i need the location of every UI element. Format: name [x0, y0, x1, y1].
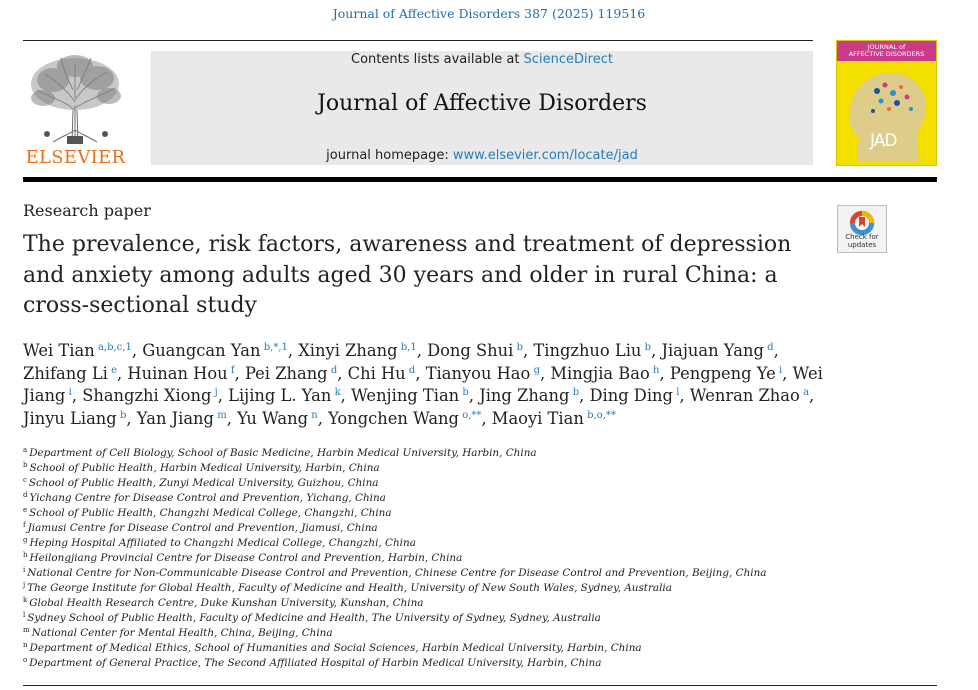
- affiliation-key: m: [23, 626, 30, 634]
- publisher-name: ELSEVIER: [25, 147, 126, 168]
- author-affiliation-marker[interactable]: d: [330, 364, 338, 376]
- affiliation-key: n: [23, 641, 28, 649]
- author-name[interactable]: [351, 386, 469, 405]
- author-name-text: Wenjing Tian: [351, 386, 460, 405]
- author-affiliation-marker[interactable]: d: [767, 342, 774, 353]
- author-name[interactable]: [23, 364, 117, 383]
- author-affiliation-marker[interactable]: m: [217, 409, 227, 421]
- author-name[interactable]: [426, 364, 540, 383]
- affiliation-text: Jiamusi Centre for Disease Control and Prevention, Jiamusi, China: [27, 522, 378, 534]
- author-name[interactable]: [479, 386, 579, 405]
- crossmark-line1: Check for: [845, 233, 879, 241]
- journal-cover[interactable]: [836, 40, 937, 166]
- author-name[interactable]: [661, 341, 773, 360]
- article-type: Research paper: [23, 201, 151, 220]
- author-name[interactable]: [23, 341, 132, 360]
- affiliation-text: Sydney School of Public Health, Faculty of Medicine and Health, The University of Sydney, Sydney, Australia: [27, 612, 601, 624]
- crossmark-label: [838, 234, 886, 249]
- affiliation-item: [23, 596, 823, 611]
- elsevier-logo[interactable]: [23, 50, 128, 168]
- affiliation-key: j: [23, 581, 26, 589]
- affiliation-item: [23, 581, 823, 596]
- affiliation-text: Department of Medical Ethics, School of Humanities and Social Sciences, Harbin Medical University, Harbin, China: [29, 642, 642, 654]
- affiliation-item: [23, 446, 823, 461]
- author-name-text: Tianyou Hao: [425, 363, 531, 383]
- author-name-text: Xinyi Zhang: [298, 341, 398, 360]
- author-name-text: Zhifang Li: [23, 363, 108, 383]
- author-name[interactable]: [228, 386, 341, 405]
- author-affiliation-marker[interactable]: h: [653, 364, 660, 376]
- author-affiliation-marker[interactable]: g: [533, 364, 540, 376]
- author-name-text: Jiajuan Yang: [661, 341, 764, 360]
- affiliation-text: National Centre for Non-Communicable Disease Control and Prevention, Chinese Centre for Disease Control and Prevention, Beijing, China: [27, 567, 767, 579]
- affiliation-key: b: [23, 461, 28, 469]
- author-name[interactable]: [23, 409, 126, 428]
- author-affiliation-marker[interactable]: b,*,1: [263, 342, 288, 353]
- affiliation-list: [23, 446, 823, 671]
- author-name[interactable]: [137, 409, 227, 428]
- cover-title-line1: JOURNAL of: [867, 43, 906, 51]
- author-list: Wei Tian $^{a,b,c,1}$, Guangcan Yan $^{b,*,1}$, Xinyi Zhang $^{b,1}$, Dong Shui $^b$, Tingzhuo Liu $^b$, Jiajuan Yang $^d$, Zhifang Li $^e$, Huinan Hou $^f$, Pei Zhang $^d$, Chi Hu $^d$, Tianyou Hao $^g$, Mingjia Bao $^h$, Pengpeng Ye $^i$, Wei Jiang $^i$, Shangzhi Xiong $^j$, Lijing L. Yan $^k$, Wenjing Tian $^b$, Jing Zhang $^b$, Ding Ding $^l$, Wenran Zhao $^a$, Jinyu Liang $^b$, Yan Jiang $^m$, Yu Wang $^n$, Yongchen Wang $^{o,**}$, Maoyi Tian $^{b,o,**}$: [23, 341, 823, 428]
- affiliation-text: School of Public Health, Changzhi Medical College, Changzhi, China: [29, 507, 392, 519]
- article-title: The prevalence, risk factors, awareness and treatment of depression and anxiety among adults aged 30 years and older in rural China: a cross-sectional study: [23, 232, 792, 318]
- affiliation-text: Department of Cell Biology, School of Basic Medicine, Harbin Medical University, Harbin, China: [29, 447, 537, 459]
- affiliation-text: Yichang Centre for Disease Control and Prevention, Yichang, China: [29, 492, 386, 504]
- affiliation-item: [23, 536, 823, 551]
- affiliation-key: a: [23, 446, 28, 454]
- author-name[interactable]: [127, 364, 234, 383]
- affiliation-item: [23, 656, 823, 671]
- author-affiliation-marker[interactable]: b,o,**: [587, 409, 616, 421]
- tree-logo-icon: [23, 50, 128, 146]
- affiliation-text: Department of General Practice, The Second Affiliated Hospital of Harbin Medical University, Harbin, China: [29, 657, 602, 669]
- affiliation-item: [23, 461, 823, 476]
- affiliation-key: c: [23, 476, 27, 484]
- journal-homepage: [151, 148, 813, 163]
- affiliation-text: National Center for Mental Health, China, Beijing, China: [31, 627, 333, 639]
- affiliation-key: i: [23, 566, 26, 574]
- author-name-text: Pei Zhang: [244, 363, 328, 383]
- author-name-text: Wei Jiang: [23, 363, 823, 405]
- author-name[interactable]: [348, 364, 416, 383]
- author-affiliation-marker[interactable]: f: [230, 364, 235, 376]
- affiliation-text: School of Public Health, Harbin Medical University, Harbin, China: [29, 462, 380, 474]
- affiliation-text: The George Institute for Global Health, Faculty of Medicine and Health, University of New South Wales, Sydney, Australia: [27, 582, 672, 594]
- affiliation-key: f: [23, 521, 26, 529]
- affiliation-item: [23, 521, 823, 536]
- author-affiliation-marker[interactable]: n: [311, 409, 318, 421]
- author-name-text: Jinyu Liang: [23, 408, 117, 428]
- author-name[interactable]: [427, 341, 523, 360]
- author-affiliation-marker[interactable]: b: [516, 342, 524, 353]
- homepage-prefix: journal homepage:: [326, 148, 449, 163]
- affiliation-key: e: [23, 506, 28, 514]
- homepage-link[interactable]: www.elsevier.com/locate/jad: [452, 148, 638, 163]
- affiliation-item: [23, 611, 823, 626]
- author-name[interactable]: [492, 409, 616, 428]
- author-name[interactable]: [298, 341, 417, 360]
- affiliation-item: [23, 476, 823, 491]
- affiliation-item: [23, 506, 823, 521]
- author-affiliation-marker[interactable]: b: [572, 387, 580, 398]
- affiliation-text: Heilongjiang Provincial Centre for Disease Control and Prevention, Harbin, China: [29, 552, 463, 564]
- header-thick-rule: [23, 177, 937, 182]
- affiliation-text: Heping Hospital Affiliated to Changzhi Medical College, Changzhi, China: [29, 537, 416, 549]
- author-affiliation-marker[interactable]: i: [778, 364, 783, 376]
- author-name[interactable]: [533, 341, 651, 360]
- author-affiliation-marker[interactable]: b: [462, 387, 469, 398]
- header-rule: [23, 40, 813, 41]
- author-affiliation-marker[interactable]: l: [676, 387, 680, 398]
- author-name[interactable]: [142, 341, 288, 360]
- author-name[interactable]: [589, 386, 679, 405]
- affiliation-text: Global Health Research Centre, Duke Kunshan University, Kunshan, China: [29, 597, 424, 609]
- affiliation-item: [23, 641, 823, 656]
- affiliation-key: d: [23, 491, 28, 499]
- author-name-text: Guangcan Yan: [142, 341, 261, 360]
- author-name-text: Yongchen Wang: [328, 408, 459, 428]
- author-affiliation-marker[interactable]: b,1: [400, 342, 417, 353]
- author-name-text: Maoyi Tian: [491, 408, 584, 428]
- author-affiliation-marker[interactable]: i: [68, 387, 72, 398]
- author-affiliation-marker[interactable]: k: [334, 387, 341, 398]
- affiliation-key: h: [23, 551, 28, 559]
- author-affiliation-marker[interactable]: a: [803, 387, 810, 398]
- author-name[interactable]: [550, 364, 659, 383]
- author-name[interactable]: [690, 386, 809, 405]
- cover-title-line2: AFFECTIVE DISORDERS: [848, 50, 925, 58]
- journal-title: Journal of Affective Disorders: [317, 91, 647, 116]
- author-name[interactable]: [328, 409, 481, 428]
- cover-abbrev: JAD: [870, 131, 897, 151]
- affiliation-key: k: [23, 596, 28, 604]
- affiliation-item: [23, 551, 823, 566]
- affiliation-key: g: [23, 536, 28, 544]
- author-affiliation-marker[interactable]: b: [644, 342, 652, 353]
- author-name-text: Wei Tian: [23, 341, 95, 360]
- author-name-text: Mingjia Bao: [550, 363, 650, 383]
- affiliation-key: o: [23, 656, 28, 664]
- author-name[interactable]: [237, 409, 318, 428]
- journal-citation[interactable]: Journal of Affective Disorders 387 (2025) 119516: [332, 6, 646, 21]
- affiliation-item: [23, 491, 823, 506]
- affiliation-text: School of Public Health, Zunyi Medical University, Guizhou, China: [28, 477, 379, 489]
- author-name-text: Tingzhuo Liu: [533, 341, 642, 360]
- author-name[interactable]: [245, 364, 337, 383]
- author-affiliation-marker[interactable]: b: [119, 409, 127, 421]
- footer-rule: [23, 685, 937, 686]
- author-name-text: Lijing L. Yan: [228, 386, 332, 405]
- author-affiliation-marker[interactable]: a,b,c,1: [97, 342, 132, 353]
- crossmark-line2: updates: [847, 240, 877, 249]
- author-affiliation-marker[interactable]: o,**: [462, 409, 482, 421]
- author-name[interactable]: [82, 386, 218, 405]
- author-name-text: Huinan Hou: [127, 363, 228, 383]
- author-name-text: Dong Shui: [427, 341, 514, 360]
- affiliation-key: l: [23, 611, 26, 619]
- author-name-text: Yan Jiang: [136, 408, 214, 428]
- affiliation-item: [23, 566, 823, 581]
- author-affiliation-marker[interactable]: d: [408, 364, 416, 376]
- affiliation-item: [23, 626, 823, 641]
- author-name-text: Jing Zhang: [479, 386, 570, 405]
- author-name-text: Shangzhi Xiong: [82, 386, 212, 405]
- check-for-updates-button[interactable]: [837, 205, 887, 253]
- journal-banner: [151, 51, 813, 165]
- author-name-text: Chi Hu: [347, 363, 406, 383]
- contents-availability: [151, 52, 813, 67]
- author-name-text: Yu Wang: [237, 408, 308, 428]
- author-name-text: Ding Ding: [589, 386, 673, 405]
- sciencedirect-link[interactable]: ScienceDirect: [523, 52, 613, 67]
- author-name-text: Wenran Zhao: [689, 386, 800, 405]
- author-affiliation-marker[interactable]: j: [214, 387, 218, 398]
- author-affiliation-marker[interactable]: e: [111, 364, 118, 376]
- author-name-text: Pengpeng Ye: [669, 363, 776, 383]
- contents-prefix: Contents lists available at: [351, 52, 520, 67]
- author-name[interactable]: [670, 364, 782, 383]
